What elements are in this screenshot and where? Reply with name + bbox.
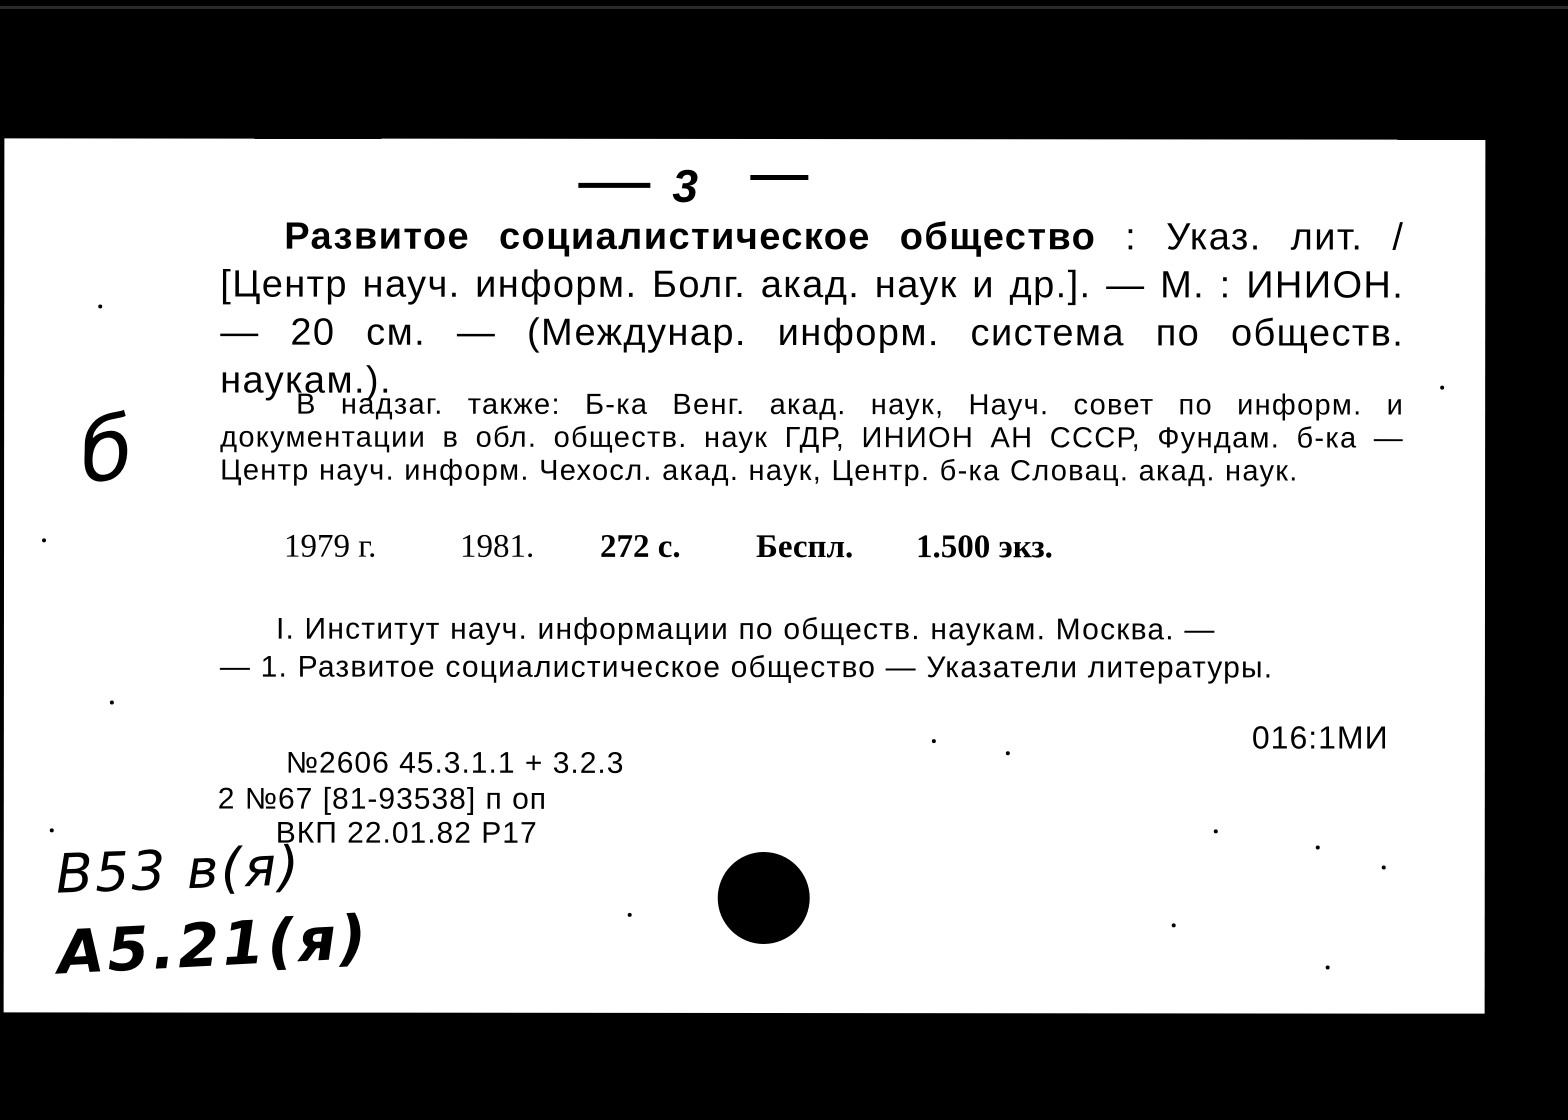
speck — [98, 304, 102, 308]
subject-headings — [220, 611, 1404, 688]
book-title: Развитое социалистическое общество — [284, 215, 1097, 259]
speck — [628, 913, 632, 917]
speck — [42, 538, 46, 542]
speck — [110, 700, 114, 704]
note-text — [220, 389, 1404, 489]
scan-edge-line — [0, 6, 1568, 9]
speck — [1440, 386, 1444, 390]
handwritten-shelf-mark-2: А5.21(я) — [56, 902, 372, 989]
punch-hole — [718, 852, 810, 944]
speck — [50, 828, 54, 832]
publication-details: : Указ. лит. / [Центр науч. информ. Болг. акад. наук и др.]. — М. : ИНИОН. — 20 см. — (Междунар. информ. система по обществ. наукам.). — [220, 216, 1405, 402]
speck — [1006, 751, 1010, 755]
subject-line-1: I. Институт науч. информации по обществ. наукам. Москва. — — [275, 612, 1216, 647]
code-line-3: ВКП 22.01.82 Р17 — [275, 816, 538, 850]
speck — [1172, 923, 1176, 927]
subject-line-2: — 1. Развитое социалистическое общество — Указатели литературы. — [219, 650, 1274, 685]
page-number-dash-left — [578, 183, 650, 188]
speck — [1214, 829, 1218, 833]
speck — [1382, 866, 1386, 870]
code-line-1: №2606 45.3.1.1 + 3.2.3 — [285, 746, 625, 780]
catalog-card — [4, 138, 1486, 1013]
speck — [1316, 845, 1320, 849]
imprint-price: Беспл. — [756, 529, 854, 566]
speck — [1326, 966, 1330, 970]
page-number-mark: 3 — [672, 159, 698, 212]
udc-index: 016:1МИ — [1251, 719, 1389, 756]
handwritten-side-mark: б — [73, 397, 140, 504]
bibliographic-description — [220, 213, 1404, 406]
imprint-copies: 1.500 экз. — [916, 529, 1053, 566]
imprint-year-1: 1979 г. — [284, 528, 377, 565]
imprint-year-2: 1981. — [460, 528, 535, 565]
imprint-pages: 272 с. — [600, 528, 681, 565]
code-line-2: 2 №67 [81-93538] п оп — [217, 782, 548, 816]
speck — [932, 739, 936, 743]
page-number-dash-right — [750, 175, 808, 180]
handwritten-shelf-mark-1: В53 в(я) — [54, 834, 303, 906]
note-body: В надзаг. также: Б-ка Венг. акад. наук, Науч. совет по информ. и документации в обл. обществ. наук ГДР, ИНИОН АН СССР, Фундам. б-ка — Центр науч. информ. Чехосл. акад. наук, Центр. б-ка Словац. акад. наук. — [220, 388, 1405, 488]
